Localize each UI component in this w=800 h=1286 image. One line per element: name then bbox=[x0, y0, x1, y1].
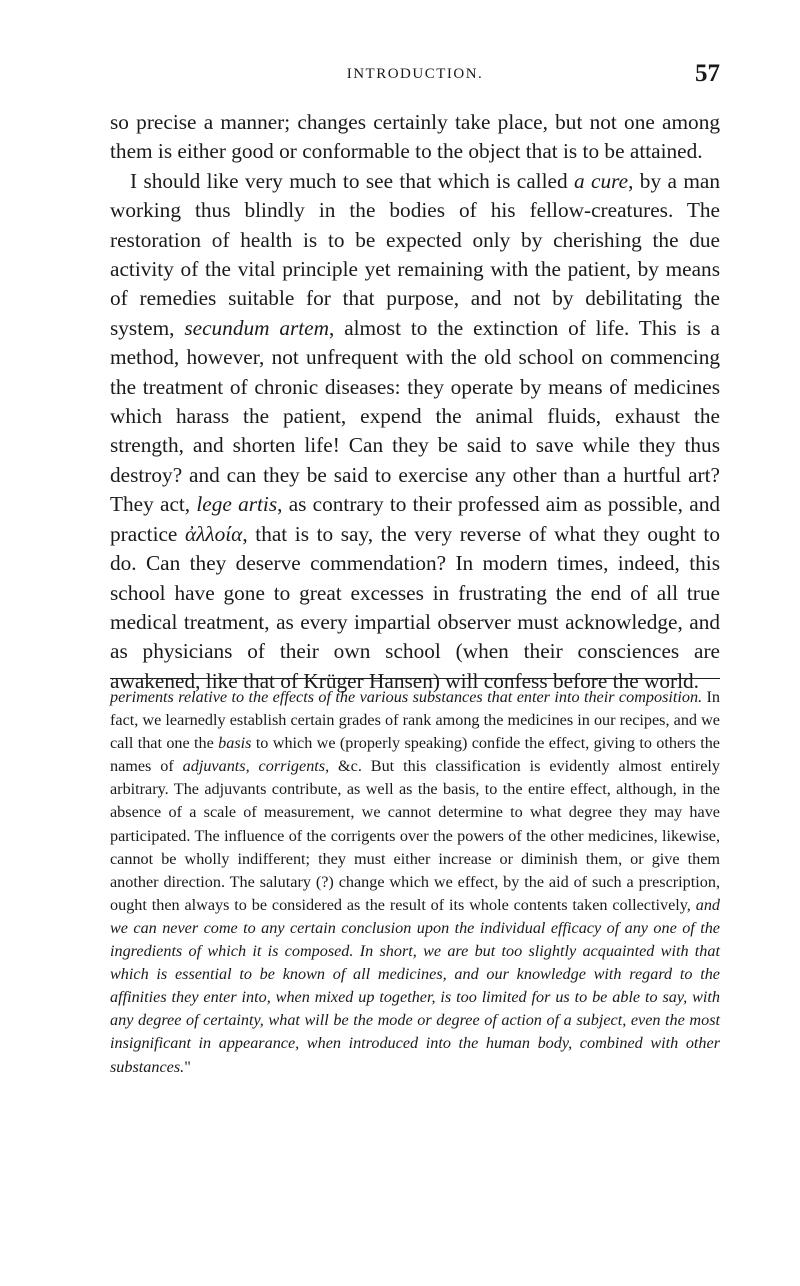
footnote-italic: and we can never come to any certain conclusion upon the individual efficacy of any one of the ingredients of which it is composed. In short, we are but too slightly acquainted with that which is essential to be known of all medicines, and our knowledge with regard to the affinities they enter into, when mixed up together, is too limited for us to be able to say, with any degree of certainty, what will be the mode or degree of action of a subject, even the most insignificant in appearance, when introduced into the human body, combined with other substances. bbox=[110, 895, 720, 1076]
italic-phrase: lege artis bbox=[196, 492, 278, 517]
page-header bbox=[110, 62, 720, 92]
footnote-text: , &c. But this classification is evidently almost entirely arbitrary. The adjuvants contribute, as well as the basis, to the entire effect, although, in the absence of a scale of measurement, we cannot determine to what degree they may have participated. The influence of the corrigents over the powers of the other medicines, likewise, cannot be wholly indifferent; they must either increase or diminish them, or give them another direction. The salutary (?) change which we effect, by the aid of such a prescription, ought then always to be considered as the result of its whole contents taken collectively, bbox=[110, 757, 721, 914]
paragraph-text: I should like very much to see that which is called bbox=[130, 168, 574, 193]
italic-phrase: secundum artem bbox=[184, 315, 330, 340]
italic-phrase: a cure bbox=[574, 168, 629, 193]
paragraph-continued bbox=[110, 108, 720, 167]
greek-word: ἀλλοία bbox=[184, 521, 243, 546]
body-text bbox=[110, 108, 720, 696]
footnote-paragraph bbox=[110, 686, 720, 1079]
paragraph-text: , that is to say, the very reverse of what they ought to do. Can they deserve commendation? In modern times, indeed, this school have gone to great excesses in frustrating the end of all true medical treatment, as every impartial observer must acknowledge, and as physicians of their own school (when their consciences are awakened, like that of Krüger Hansen) will confess before the world. bbox=[110, 521, 721, 693]
footnote bbox=[110, 686, 720, 1079]
page-number: 57 bbox=[695, 60, 720, 87]
footnote-text: to which we (properly speaking) confide the effect, giving to others the names of bbox=[110, 734, 720, 776]
running-head: INTRODUCTION. bbox=[346, 66, 484, 82]
footnote-text: " bbox=[184, 1057, 191, 1076]
footnote-italic: periments relative to the effects of the various substances that enter into their composition. bbox=[110, 688, 703, 706]
footnote-italic: basis bbox=[218, 734, 252, 753]
footnote-italic: adjuvants, corrigents bbox=[182, 757, 326, 776]
paragraph-text: , almost to the extinction of life. This is a method, however, not unfrequent with the old school on commencing the treatment of chronic diseases: they operate by means of medicines which harass the patient, expend the animal fluids, exhaust the strength, and shorten life! Can they be said to save while they thus destroy? and can they be said to exercise any other than a hurtful art? They act, bbox=[110, 315, 721, 517]
footnote-divider bbox=[110, 678, 720, 679]
paragraph-text: , as contrary to their professed aim as possible, and practice bbox=[110, 492, 720, 546]
footnote-text: In fact, we learnedly establish certain grades of rank among the medicines in our recipes, and we call that one the bbox=[110, 688, 721, 753]
paragraph-text: so precise a manner; changes certainly take place, but not one among them is either good or conformable to the object that is to be attained. bbox=[110, 110, 720, 164]
paragraph-text: , by a man working thus blindly in the bodies of his fellow-creatures. The restoration of health is to be expected only by cherishing the due activity of the vital principle yet remaining with the patient, by means of remedies suitable for that purpose, and not by debilitating the system, bbox=[110, 168, 720, 340]
paragraph bbox=[110, 167, 720, 696]
